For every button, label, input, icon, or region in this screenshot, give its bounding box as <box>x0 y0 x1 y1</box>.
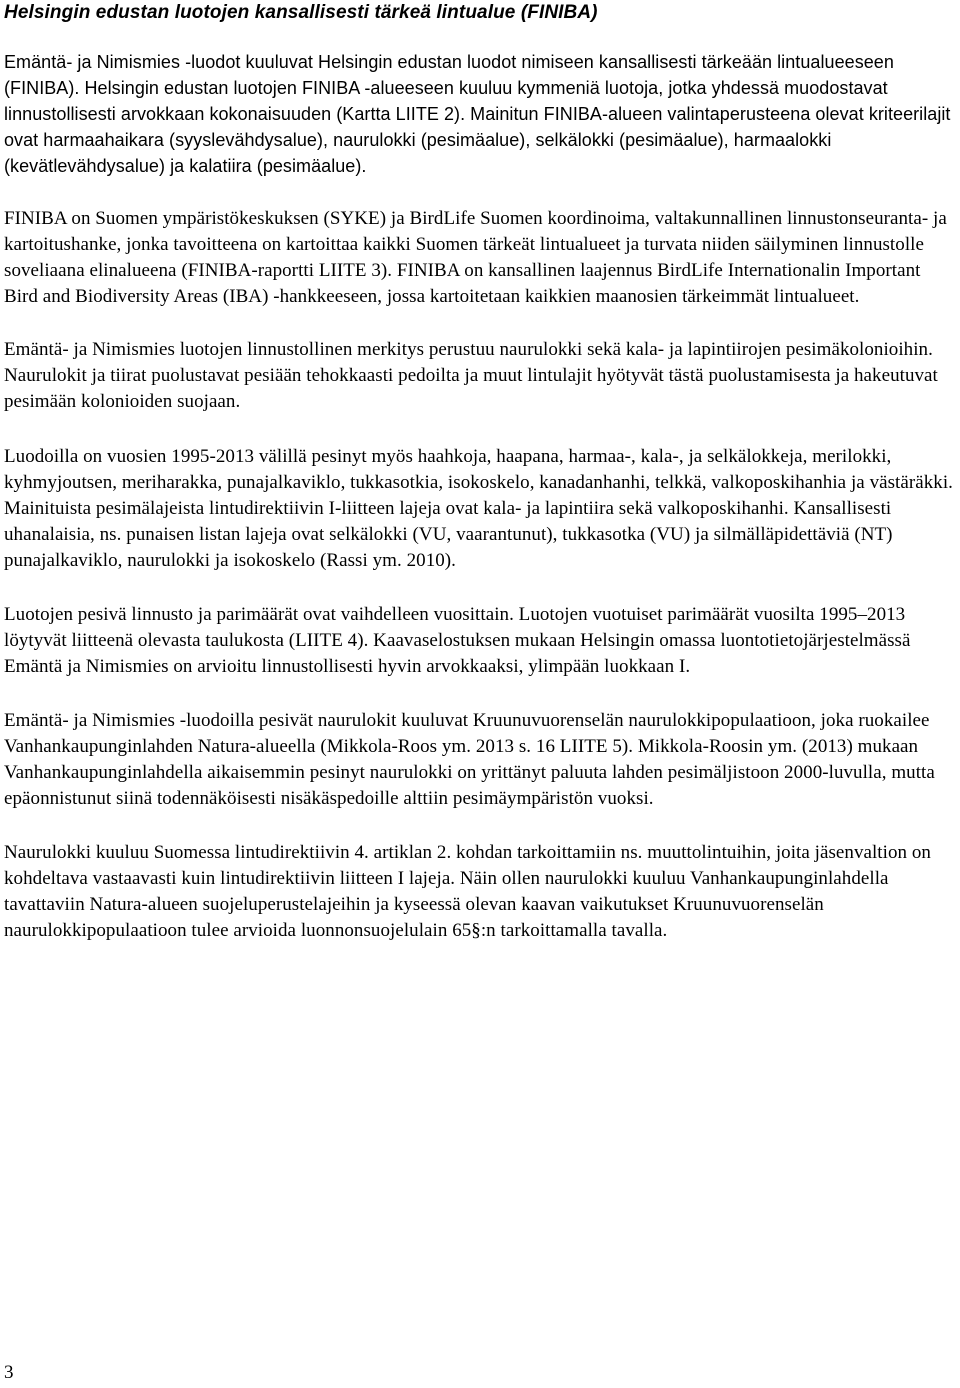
paragraph-pair-counts <box>4 602 956 680</box>
paragraph-text: Emäntä- ja Nimismies luotojen linnustollinen merkitys perustuu naurulokki sekä kala- ja lapintiirojen pesimäkolonioihin. Naurulokit ja tiirat puolustavat pesiään tehokkaasti pedoilta ja muut lintulajit hyötyvät tästä puolustamisesta ja hakeutuvat pesimään kolonioiden suojaan. <box>4 339 938 412</box>
paragraph-text: FINIBA on Suomen ympäristökeskuksen (SYKE) ja BirdLife Suomen koordinoima, valtakunnallinen linnustonseuranta- ja kartoitushanke, jonka tavoitteena on kartoittaa kaikki Suomen tärkeät lintualueet ja turvata niiden säilyminen linnustolle soveliaana elinalueena (FINIBA-raportti LIITE 3). FINIBA on kansallinen laajennus BirdLife Internationalin Important Bird and Biodiversity Areas (IBA) -hankkeeseen, jossa kartoitetaan kaikkien maanosien tärkeimmät lintualueet. <box>4 208 947 307</box>
paragraph-gull-population <box>4 708 956 812</box>
paragraph-text: Emäntä- ja Nimismies -luodoilla pesivät naurulokit kuuluvat Kruunuvuorenselän naurulokkipopulaatioon, joka ruokailee Vanhankaupunginlahden Natura-alueella (Mikkola-Roos ym. 2013 s. 16 LIITE 5). Mikkola-Roosin ym. (2013) mukaan Vanhankaupunginlahdella aikaisemmin pesinyt naurulokki on yrittänyt paluuta lahden pesimäljistoon 2000-luvulla, mutta epäonnistunut siinä todennäköisesti nisäkäspedoille alttiin pesimäympäristön vuoksi. <box>4 710 935 809</box>
paragraph-significance <box>4 337 956 415</box>
paragraph-text: Luodoilla on vuosien 1995-2013 välillä pesinyt myös haahkoja, haapana, harmaa-, kala-, ja selkälokkeja, merilokki, kyhmyjoutsen, meriharakka, punajalkaviklo, tukkasotkia, isokoskelo, kanadanhanhi, telkkä, valkoposkihanhia ja västäräkki. Mainituista pesimälajeista lintudirektiivin I-liitteen lajeja ovat kala- ja lapintiira sekä valkoposkihanhi. Kansallisesti uhanalaisia, ns. punaisen listan lajeja ovat selkälokki (VU, vaarantunut), tukkasotka (VU) ja silmälläpidettäviä (NT) punajalkaviklo, naurulokki ja isokoskelo (Rassi ym. 2010). <box>4 446 953 571</box>
paragraph-text: Emäntä- ja Nimismies -luodot kuuluvat Helsingin edustan luodot nimiseen kansallisesti tärkeään lintualueeseen (FINIBA). Helsingin edustan luotojen FINIBA -alueeseen kuuluu kymmeniä luotoja, jotka yhdessä muodostavat linnustollisesti arvokkaan kokonaisuuden (Kartta LIITE 2). Mainitun FINIBA-alueen valintaperusteena olevat kriteerilajit ovat harmaahaikara (syyslevähdysalue), naurulokki (pesimäalue), selkälokki (pesimäalue), harmaalokki (kevätlevähdysalue) ja kalatiira (pesimäalue). <box>4 52 951 176</box>
paragraph-text: Luotojen pesivä linnusto ja parimäärät ovat vaihdelleen vuosittain. Luotojen vuotuiset parimäärät vuosilta 1995–2013 löytyvät liitteenä olevasta taulukosta (LIITE 4). Kaavaselostuksen mukaan Helsingin omassa luontotietojärjestelmässä Emäntä ja Nimismies on arvioitu linnustollisesti hyvin arvokkaaksi, ylimpään luokkaan I. <box>4 604 911 677</box>
paragraph-breeding-species <box>4 444 956 574</box>
page-number: 3 <box>4 1362 14 1383</box>
document-title: Helsingin edustan luotojen kansallisesti tärkeä lintualue (FINIBA) <box>4 2 598 23</box>
paragraph-finiba-intro <box>4 49 956 179</box>
paragraph-birds-directive <box>4 840 956 944</box>
paragraph-finiba-description <box>4 206 956 310</box>
paragraph-text: Naurulokki kuuluu Suomessa lintudirektiivin 4. artiklan 2. kohdan tarkoittamiin ns. muuttolintuihin, joita jäsenvaltion on kohdeltava vastaavasti kuin lintudirektiivin liitteen I lajeja. Näin ollen naurulokki kuuluu Vanhankaupunginlahdella tavattaviin Natura-alueen suojeluperustelajeihin ja kyseessä olevan kaavan vaikutukset Kruunuvuorenselän naurulokkipopulaatioon tulee arvioida luonnonsuojelulain 65§:n tarkoittamalla tavalla. <box>4 842 931 941</box>
document-page <box>4 0 956 944</box>
